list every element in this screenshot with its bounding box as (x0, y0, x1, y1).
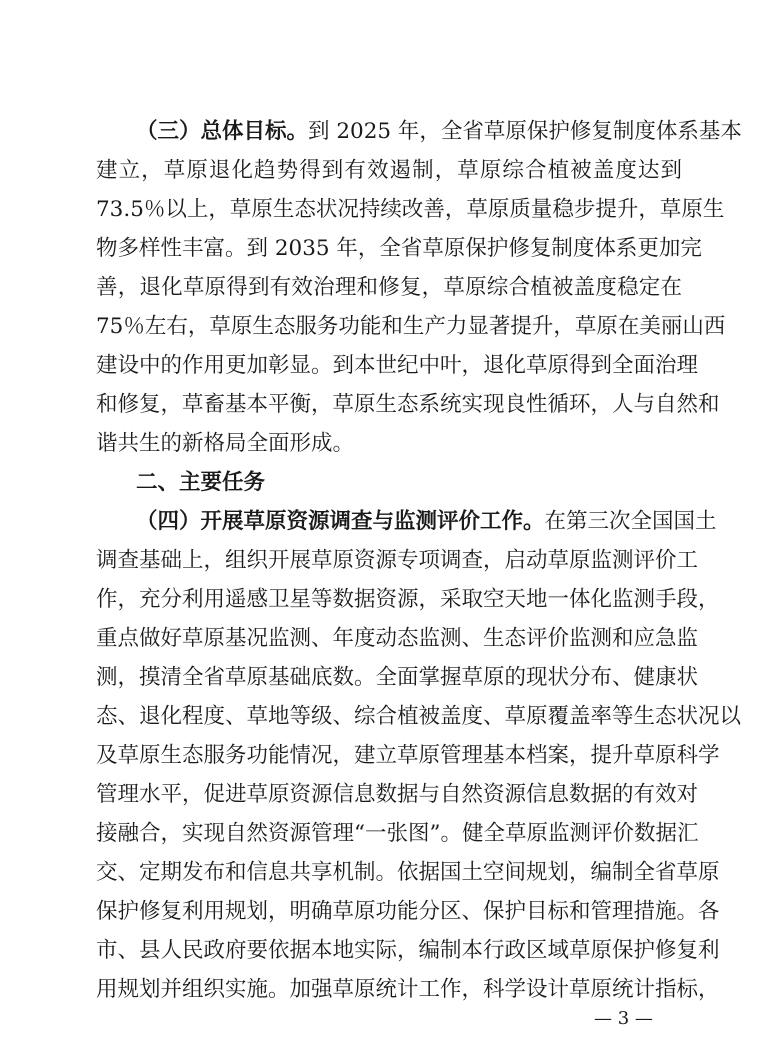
paragraph-line: 用规划并组织实施。加强草原统计工作，科学设计草原统计指标， (96, 977, 720, 1002)
paragraph-line: 善，退化草原得到有效治理和修复，草原综合植被盖度稳定在 (96, 275, 682, 300)
paragraph-line: 73.5％以上，草原生态状况持续改善，草原质量稳步提升，草原生 (96, 197, 725, 222)
paragraph-line: 市、县人民政府要依据本地实际，编制本行政区域草原保护修复利 (96, 938, 720, 963)
section-heading: 二、主要任务 (136, 470, 266, 495)
paragraph-line: 75％左右，草原生态服务功能和生产力显著提升，草原在美丽山西 (96, 314, 726, 339)
paragraph-line (136, 507, 717, 537)
paragraph-line: 物多样性丰富。到 2035 年，全省草原保护修复制度体系更加完 (96, 236, 702, 261)
paragraph-line: 接融合，实现自然资源管理“一张图”。健全草原监测评价数据汇 (96, 821, 699, 846)
paragraph-line: 重点做好草原基况监测、年度动态监测、生态评价监测和应急监 (96, 626, 699, 651)
paragraph-line: 测，摸清全省草原基础底数。全面掌握草原的现状分布、健康状 (96, 665, 699, 690)
paragraph-line: 作，充分利用遥感卫星等数据资源，采取空天地一体化监测手段， (96, 587, 720, 612)
paragraph-line: 及草原生态服务功能情况，建立草原管理基本档案，提升草原科学 (96, 743, 720, 768)
paragraph-line: 建设中的作用更加彰显。到本世纪中叶，退化草原得到全面治理 (96, 353, 699, 378)
paragraph-line: 管理水平，促进草原资源信息数据与自然资源信息数据的有效对 (96, 782, 699, 807)
paragraph-text: 到 2025 年，全省草原保护修复制度体系基本 (308, 119, 742, 144)
paragraph-line: 态、退化程度、草地等级、综合植被盖度、草原覆盖率等生态状况以 (96, 704, 742, 729)
paragraph-line (136, 117, 742, 147)
paragraph-line: 交、定期发布和信息共享机制。依据国土空间规划，编制全省草原 (96, 860, 720, 885)
paragraph-line: 保护修复利用规划，明确草原功能分区、保护目标和管理措施。各 (96, 899, 720, 924)
paragraph-text: 在第三次全国国土 (544, 509, 717, 534)
paragraph-line: 和修复，草畜基本平衡，草原生态系统实现良性循环，人与自然和 (96, 392, 720, 417)
paragraph-line: 建立，草原退化趋势得到有效遏制，草原综合植被盖度达到 (96, 158, 682, 183)
paragraph-label: （四）开展草原资源调查与监测评价工作。 (136, 509, 545, 534)
page-number: — 3 — (594, 1008, 653, 1029)
paragraph-line: 谐共生的新格局全面形成。 (96, 431, 355, 456)
paragraph-line: 调查基础上，组织开展草原资源专项调查，启动草原监测评价工 (96, 548, 699, 573)
paragraph-label: （三）总体目标。 (136, 119, 309, 144)
